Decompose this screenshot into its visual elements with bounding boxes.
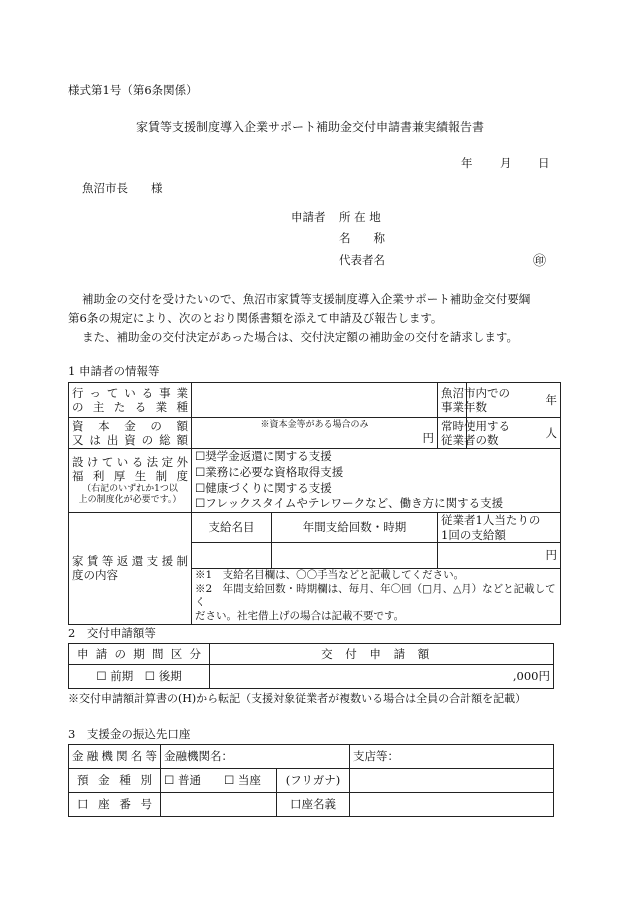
amount-value[interactable]: ,000円 xyxy=(210,665,554,689)
capital-unit: 円 xyxy=(422,431,434,446)
date-day: 日 xyxy=(538,156,550,170)
form-number: 様式第1号（第6条関係） xyxy=(68,83,198,97)
payment-amount-value[interactable] xyxy=(438,543,561,569)
date-month: 月 xyxy=(500,156,512,170)
col-payment-frequency: 年間支給回数・時期 xyxy=(272,513,438,543)
application-amount-table xyxy=(68,643,554,689)
body-paragraph-2: また、補助金の交付決定があった場合は、交付決定額の補助金の交付を請求します。 xyxy=(82,330,518,344)
applicant-address-label: 所 在 地 xyxy=(339,210,381,224)
body-paragraph-1a: 補助金の交付を受けたいので、魚沼市家賃等支援制度導入企業サポート補助金交付要綱 xyxy=(82,292,531,306)
payment-name-value[interactable] xyxy=(192,543,272,569)
rent-support-label: 家賃等返還支援制 度の内容 xyxy=(69,513,192,625)
kana-label: (フリガナ) xyxy=(277,769,350,793)
col-payment-amount: 従業者1人当たりの 1回の支給額 xyxy=(438,513,561,543)
years-unit: 年 xyxy=(545,392,557,407)
applicant-name-label: 名 称 xyxy=(339,231,385,245)
section-3-heading: 3 支援金の振込先口座 xyxy=(68,727,191,741)
section-2-note: ※交付申請額計算書の(H)から転記（支援対象従業者が複数いる場合は全員の合計額を記載） xyxy=(68,692,527,705)
employees-unit: 人 xyxy=(545,425,557,440)
welfare-options xyxy=(192,449,561,513)
deposit-type-label: 預金種別 xyxy=(69,769,161,793)
rent-support-notes: ※1 支給名目欄は、〇〇手当などと記載してください。 ※2 年間支給回数・時期欄は、毎月、年〇回（□月、△月）などと記載してく ださい。社宅借上げの場合は記載不要です。 xyxy=(192,569,561,625)
payment-amount-unit: 円 xyxy=(545,548,557,563)
seal-icon: ㊞ xyxy=(533,254,547,269)
applicant-info-table xyxy=(68,382,561,625)
applicant-rep-label: 代表者名 xyxy=(339,253,385,267)
page-title: 家賃等支援制度導入企業サポート補助金交付申請書兼実績報告書 xyxy=(136,120,485,134)
deposit-type-options[interactable]: ☐ 普通 ☐ 当座 xyxy=(161,769,277,793)
account-number-value[interactable] xyxy=(161,793,277,817)
capital-note: ※資本金等がある場合のみ xyxy=(260,420,369,431)
bank-name-field[interactable]: 金融機関名： xyxy=(161,745,350,769)
body-paragraph-1b: 第6条の規定により、次のとおり関係書類を添えて申請及び報告します。 xyxy=(68,311,443,325)
account-number-label: 口座番号 xyxy=(69,793,161,817)
capital-value[interactable] xyxy=(192,418,438,449)
welfare-option-workstyle[interactable]: ☐フレックスタイムやテレワークなど、働き方に関する支援 xyxy=(195,496,504,511)
payment-frequency-value[interactable] xyxy=(272,543,438,569)
kana-value[interactable] xyxy=(350,769,554,793)
branch-field[interactable]: 支店等： xyxy=(350,745,554,769)
welfare-option-qualification[interactable]: ☐業務に必要な資格取得支援 xyxy=(195,464,344,479)
col-payment-name: 支給名目 xyxy=(192,513,272,543)
business-value[interactable] xyxy=(192,383,438,418)
bank-label: 金融機関名等 xyxy=(69,745,161,769)
col-period: 申請の期間区分 xyxy=(69,644,210,665)
section-1-heading: 1 申請者の情報等 xyxy=(68,364,160,378)
col-amount: 交付申請額 xyxy=(210,644,554,665)
account-holder-value[interactable] xyxy=(350,793,554,817)
welfare-label: 設けている法定外 福利厚生制度 （右記のいずれか1つ以 上の制度化が必要です。） xyxy=(69,449,192,513)
account-holder-label: 口座名義 xyxy=(277,793,350,817)
capital-label: 資本金の額 又は出資の総額 xyxy=(69,418,192,449)
period-options[interactable]: ☐ 前期 ☐ 後期 xyxy=(69,665,210,689)
welfare-option-scholarship[interactable]: ☐奨学金返還に関する支援 xyxy=(195,449,332,464)
addressee: 魚沼市長 様 xyxy=(82,181,163,195)
bank-account-table xyxy=(68,744,554,817)
business-label: 行っている事業 の主たる業種 xyxy=(69,383,192,418)
date-year: 年 xyxy=(461,156,473,170)
applicant-label: 申請者 xyxy=(291,210,326,224)
section-2-heading: 2 交付申請額等 xyxy=(68,626,156,640)
years-label: 魚沼市内での 事業年数 xyxy=(438,383,467,418)
welfare-option-health[interactable]: ☐健康づくりに関する支援 xyxy=(195,480,332,495)
employees-label: 常時使用する 従業者の数 xyxy=(438,418,467,449)
